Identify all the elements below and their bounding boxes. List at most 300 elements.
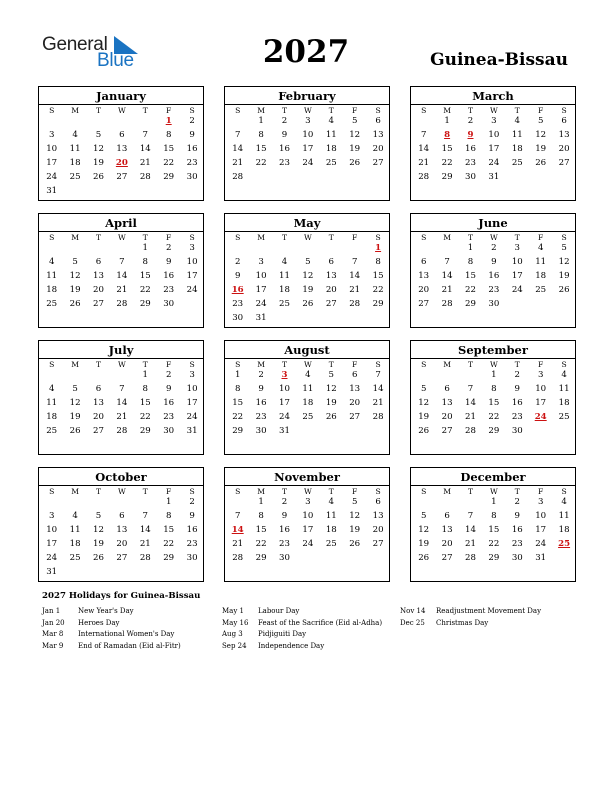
day-cell: 27 [349, 412, 361, 422]
month-may [224, 213, 390, 328]
day-cell: 20 [372, 525, 384, 535]
day-cell: 19 [418, 539, 430, 549]
day-cell: 9 [165, 384, 172, 394]
day-cell: 24 [46, 172, 58, 182]
weekday-label: T [142, 360, 148, 369]
day-cell: 13 [93, 271, 104, 281]
logo-general-text: General [42, 34, 108, 55]
day-cell: 5 [328, 370, 335, 380]
weekday-label: S [421, 487, 427, 496]
day-cell: 1 [142, 243, 149, 253]
day-cell: 22 [255, 158, 267, 168]
day-cell: 23 [279, 158, 290, 168]
weekday-label: T [514, 360, 520, 369]
day-cell: 12 [325, 384, 337, 394]
day-cell: 12 [558, 257, 570, 267]
day-cell: 3 [189, 243, 195, 253]
weekday-label: T [281, 360, 288, 369]
day-cell: 13 [372, 130, 384, 140]
day-cell: 2 [189, 497, 195, 507]
holiday-day-cell: 24 [534, 412, 547, 422]
weekday-label: W [489, 106, 498, 115]
weekday-label: M [71, 360, 79, 369]
holiday-column [400, 607, 541, 630]
day-cell: 19 [349, 525, 361, 535]
weekday-label: T [142, 106, 148, 115]
day-cell: 10 [535, 511, 547, 521]
day-cell: 5 [420, 384, 427, 394]
day-cell: 30 [163, 426, 175, 436]
month-name: August [284, 343, 330, 357]
day-cell: 26 [418, 426, 430, 436]
weekday-label: W [489, 233, 498, 242]
weekday-label: W [303, 360, 312, 369]
day-cell: 31 [488, 172, 500, 182]
day-cell: 6 [375, 116, 381, 126]
day-cell: 29 [372, 299, 384, 309]
holiday-day-cell: 20 [115, 158, 128, 168]
day-cell: 14 [441, 271, 453, 281]
weekday-label: S [189, 233, 195, 242]
weekday-label: S [561, 487, 567, 496]
weekday-label: F [538, 106, 544, 115]
day-grid [411, 243, 575, 328]
day-cell: 24 [186, 412, 198, 422]
day-cell: 20 [325, 285, 337, 295]
day-cell: 5 [95, 511, 102, 521]
weekday-label: W [489, 360, 498, 369]
holiday-date: May 1 [222, 607, 244, 615]
day-cell: 13 [441, 398, 453, 408]
weekday-label: M [257, 106, 265, 115]
day-cell: 5 [561, 243, 567, 253]
day-cell: 9 [281, 511, 288, 521]
day-cell: 8 [258, 130, 264, 140]
weekday-label: S [375, 487, 381, 496]
day-cell: 26 [69, 299, 81, 309]
day-cell: 11 [46, 398, 58, 408]
holiday-day-cell: 16 [231, 285, 244, 295]
weekday-label: T [514, 233, 520, 242]
day-cell: 7 [420, 130, 427, 140]
day-cell: 17 [46, 539, 58, 549]
day-cell: 6 [328, 257, 335, 267]
day-cell: 14 [139, 525, 151, 535]
holiday-date: Dec 25 [400, 618, 425, 627]
weekday-label: S [189, 106, 195, 115]
day-cell: 16 [279, 144, 290, 154]
day-cell: 10 [535, 384, 547, 394]
weekday-label: S [235, 233, 241, 242]
day-cell: 27 [325, 299, 337, 309]
month-august [224, 340, 390, 455]
day-cell: 4 [305, 370, 311, 380]
weekday-label: F [166, 233, 172, 242]
day-cell: 7 [234, 130, 241, 140]
day-cell: 13 [325, 271, 337, 281]
day-cell: 13 [349, 384, 361, 394]
day-cell: 13 [441, 525, 453, 535]
weekday-label: M [443, 106, 451, 115]
day-cell: 13 [116, 144, 128, 154]
weekday-label: T [467, 360, 474, 369]
weekday-label: S [235, 106, 241, 115]
day-cell: 20 [558, 144, 570, 154]
day-cell: 28 [372, 412, 384, 422]
day-cell: 1 [165, 497, 172, 507]
day-cell: 24 [255, 299, 267, 309]
day-cell: 29 [488, 426, 500, 436]
day-cell: 16 [163, 398, 175, 408]
day-cell: 16 [511, 398, 523, 408]
holiday-column [42, 607, 181, 653]
day-cell: 31 [255, 313, 267, 323]
day-cell: 10 [302, 130, 314, 140]
holiday-day-cell: 9 [467, 130, 474, 140]
day-grid [225, 116, 389, 201]
day-cell: 12 [349, 130, 361, 140]
day-cell: 27 [441, 426, 453, 436]
day-cell: 17 [279, 398, 290, 408]
day-cell: 1 [258, 497, 264, 507]
weekday-label: S [561, 233, 567, 242]
day-cell: 2 [165, 243, 172, 253]
weekday-label: M [71, 106, 79, 115]
day-cell: 13 [372, 511, 384, 521]
day-cell: 29 [465, 299, 476, 309]
day-cell: 23 [255, 412, 267, 422]
weekday-label: F [538, 487, 544, 496]
day-cell: 6 [119, 130, 125, 140]
day-cell: 11 [46, 271, 58, 281]
day-cell: 4 [72, 511, 78, 521]
day-cell: 10 [186, 257, 198, 267]
day-cell: 15 [372, 271, 384, 281]
day-cell: 15 [163, 525, 175, 535]
day-cell: 30 [163, 299, 175, 309]
day-cell: 14 [465, 398, 476, 408]
weekday-label: W [303, 487, 312, 496]
day-cell: 2 [281, 116, 288, 126]
day-cell: 19 [325, 398, 337, 408]
day-cell: 16 [488, 271, 500, 281]
day-cell: 23 [511, 539, 523, 549]
day-cell: 30 [488, 299, 500, 309]
day-cell: 19 [349, 144, 361, 154]
day-cell: 4 [328, 497, 335, 507]
day-cell: 5 [420, 511, 427, 521]
day-cell: 28 [465, 426, 476, 436]
day-cell: 24 [511, 285, 523, 295]
day-cell: 14 [418, 144, 430, 154]
day-cell: 19 [69, 285, 81, 295]
day-cell: 11 [69, 525, 81, 535]
day-cell: 10 [186, 384, 198, 394]
month-name: October [95, 470, 147, 484]
weekday-label: T [328, 106, 334, 115]
holiday-item [222, 630, 382, 642]
weekday-label: S [49, 233, 55, 242]
day-cell: 2 [234, 257, 241, 267]
holiday-day-cell: 14 [231, 525, 244, 535]
day-cell: 26 [349, 158, 361, 168]
day-grid [225, 497, 389, 582]
weekday-label: T [467, 233, 474, 242]
holiday-date: Mar 8 [42, 630, 64, 638]
day-cell: 11 [558, 511, 570, 521]
day-cell: 1 [444, 116, 450, 126]
day-cell: 11 [325, 511, 337, 521]
day-cell: 11 [511, 130, 523, 140]
weekday-label: W [303, 233, 312, 242]
day-cell: 17 [511, 271, 523, 281]
day-cell: 10 [488, 130, 500, 140]
day-cell: 20 [116, 539, 128, 549]
day-cell: 18 [46, 412, 58, 422]
holiday-date: Nov 14 [400, 607, 426, 615]
day-cell: 6 [444, 511, 450, 521]
day-cell: 23 [163, 412, 175, 422]
weekday-label: T [142, 487, 148, 496]
day-cell: 29 [255, 553, 267, 563]
day-cell: 23 [186, 539, 198, 549]
weekday-label: M [443, 233, 451, 242]
day-cell: 22 [139, 412, 151, 422]
day-cell: 12 [302, 271, 314, 281]
day-cell: 25 [69, 172, 81, 182]
holiday-day-cell: 1 [165, 116, 172, 126]
weekday-header [39, 358, 203, 369]
day-cell: 8 [142, 257, 149, 267]
weekday-label: S [561, 106, 567, 115]
day-cell: 27 [116, 553, 128, 563]
country-title: Guinea-Bissau [430, 50, 568, 70]
day-cell: 5 [351, 116, 358, 126]
day-cell: 11 [279, 271, 290, 281]
day-grid [39, 243, 203, 328]
weekday-label: T [328, 233, 334, 242]
day-cell: 18 [279, 285, 290, 295]
holiday-day-cell: 1 [375, 243, 382, 253]
day-cell: 15 [488, 525, 500, 535]
day-cell: 12 [93, 144, 104, 154]
day-cell: 9 [165, 257, 172, 267]
day-cell: 14 [139, 144, 151, 154]
day-cell: 22 [139, 285, 151, 295]
month-october [38, 467, 204, 582]
holiday-item [400, 607, 541, 619]
day-cell: 14 [116, 271, 128, 281]
day-cell: 26 [325, 412, 337, 422]
month-september [410, 340, 576, 455]
day-cell: 14 [372, 384, 384, 394]
day-cell: 1 [491, 370, 497, 380]
day-cell: 17 [302, 525, 314, 535]
day-cell: 7 [119, 257, 125, 267]
holiday-name: Feast of the Sacrifice (Eid al-Adha) [258, 618, 383, 627]
day-cell: 31 [46, 186, 58, 196]
weekday-label: T [281, 487, 288, 496]
weekday-label: S [421, 233, 427, 242]
weekday-label: T [514, 106, 520, 115]
day-cell: 26 [69, 426, 81, 436]
day-cell: 7 [467, 511, 474, 521]
weekday-label: F [538, 360, 544, 369]
day-cell: 27 [558, 158, 570, 168]
day-cell: 10 [46, 144, 58, 154]
day-cell: 12 [418, 398, 430, 408]
day-cell: 19 [558, 271, 570, 281]
holiday-name: Pidjiguiti Day [258, 630, 307, 638]
day-cell: 21 [349, 285, 361, 295]
day-cell: 8 [142, 384, 149, 394]
day-cell: 15 [465, 271, 476, 281]
day-cell: 30 [511, 553, 523, 563]
day-cell: 25 [46, 426, 58, 436]
month-july [38, 340, 204, 455]
day-cell: 2 [467, 116, 474, 126]
month-february [224, 86, 390, 201]
day-cell: 9 [234, 271, 241, 281]
day-cell: 28 [232, 172, 244, 182]
day-cell: 12 [69, 271, 81, 281]
day-cell: 4 [72, 130, 78, 140]
day-cell: 29 [163, 553, 175, 563]
day-cell: 6 [119, 511, 125, 521]
day-cell: 26 [535, 158, 547, 168]
day-cell: 24 [302, 539, 314, 549]
day-cell: 15 [441, 144, 453, 154]
day-cell: 26 [93, 172, 104, 182]
month-name: June [478, 216, 508, 230]
day-cell: 20 [418, 285, 430, 295]
day-cell: 16 [511, 525, 523, 535]
day-cell: 9 [189, 130, 195, 140]
weekday-label: W [117, 360, 126, 369]
weekday-label: T [467, 106, 474, 115]
holiday-name: Christmas Day [436, 618, 489, 627]
holiday-name: End of Ramadan (Eid al-Fitr) [78, 641, 181, 650]
day-cell: 21 [139, 539, 151, 549]
day-cell: 8 [491, 384, 497, 394]
day-cell: 11 [535, 257, 547, 267]
day-cell: 20 [441, 412, 453, 422]
day-cell: 22 [441, 158, 453, 168]
day-cell: 4 [281, 257, 288, 267]
day-cell: 27 [418, 299, 430, 309]
weekday-label: S [421, 360, 427, 369]
weekday-header [411, 231, 575, 242]
weekday-label: T [95, 233, 102, 242]
holiday-item [42, 630, 181, 642]
day-cell: 27 [372, 158, 384, 168]
weekday-label: S [189, 487, 195, 496]
month-november [224, 467, 390, 582]
day-cell: 22 [488, 412, 500, 422]
day-cell: 2 [165, 370, 172, 380]
holiday-name: New Year's Day [78, 607, 134, 615]
weekday-label: S [49, 487, 55, 496]
day-cell: 18 [535, 271, 547, 281]
weekday-label: S [235, 360, 241, 369]
day-cell: 22 [488, 539, 500, 549]
day-cell: 23 [232, 299, 244, 309]
weekday-label: T [328, 360, 334, 369]
day-cell: 14 [465, 525, 476, 535]
day-cell: 7 [351, 257, 358, 267]
weekday-label: M [443, 487, 451, 496]
day-cell: 6 [95, 384, 102, 394]
weekday-label: S [421, 106, 427, 115]
day-cell: 3 [48, 130, 55, 140]
day-cell: 30 [186, 172, 198, 182]
day-cell: 19 [302, 285, 314, 295]
day-cell: 6 [420, 257, 427, 267]
day-cell: 20 [93, 412, 104, 422]
day-cell: 17 [186, 271, 198, 281]
day-cell: 22 [372, 285, 384, 295]
day-cell: 8 [491, 511, 497, 521]
day-cell: 16 [163, 271, 175, 281]
day-cell: 21 [232, 539, 244, 549]
day-cell: 22 [163, 539, 175, 549]
weekday-label: W [117, 233, 126, 242]
day-cell: 19 [535, 144, 547, 154]
day-cell: 15 [488, 398, 500, 408]
day-cell: 9 [491, 257, 497, 267]
day-cell: 22 [232, 412, 244, 422]
day-cell: 18 [69, 539, 81, 549]
day-cell: 28 [465, 553, 476, 563]
day-cell: 1 [234, 370, 241, 380]
day-cell: 10 [302, 511, 314, 521]
day-cell: 31 [279, 426, 290, 436]
day-cell: 12 [93, 525, 104, 535]
weekday-label: F [352, 487, 358, 496]
day-cell: 5 [351, 497, 358, 507]
day-cell: 1 [258, 116, 264, 126]
weekday-label: M [257, 487, 265, 496]
day-cell: 24 [488, 158, 500, 168]
holiday-date: Jan 1 [42, 607, 61, 615]
weekday-label: T [95, 360, 102, 369]
day-cell: 3 [258, 257, 264, 267]
holiday-name: Readjustment Movement Day [436, 607, 542, 615]
day-cell: 13 [93, 398, 104, 408]
day-cell: 12 [69, 398, 81, 408]
day-cell: 21 [116, 285, 128, 295]
day-cell: 4 [561, 497, 567, 507]
day-cell: 24 [279, 412, 290, 422]
day-cell: 17 [255, 285, 267, 295]
day-cell: 27 [441, 553, 453, 563]
day-grid [411, 370, 575, 455]
holiday-column [222, 607, 382, 653]
weekday-label: T [514, 487, 520, 496]
day-cell: 7 [444, 257, 450, 267]
holiday-date: Sep 24 [222, 641, 247, 650]
weekday-header [39, 231, 203, 242]
holiday-name: Independence Day [258, 641, 325, 650]
day-cell: 15 [255, 144, 267, 154]
holiday-date: Mar 9 [42, 641, 64, 650]
day-cell: 7 [375, 370, 381, 380]
weekday-label: M [71, 487, 79, 496]
weekday-header [39, 485, 203, 496]
day-cell: 30 [465, 172, 476, 182]
day-cell: 19 [69, 412, 81, 422]
day-grid [225, 370, 389, 455]
